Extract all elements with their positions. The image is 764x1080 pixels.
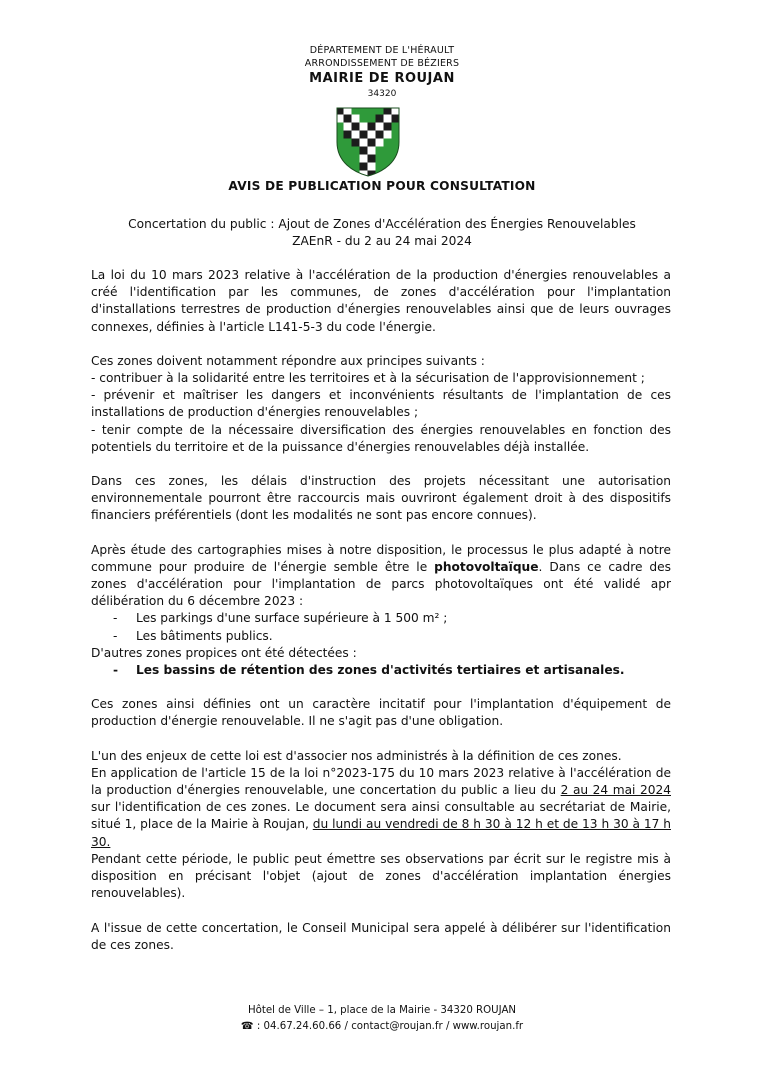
crest-checker: [352, 123, 360, 131]
crest-checker: [384, 123, 392, 131]
telephone-icon: ☎: [240, 1021, 254, 1032]
crest-checker: [360, 147, 368, 155]
crest-checker: [400, 107, 402, 115]
paragraph-consultation: En application de l'article 15 de la loi n°2023-175 du 10 mars 2023 relative à l'accélération de la production d'énergies renouvelable, une concertation du public a lieu du 2 au 24 mai 2024 sur l'identification de ces zones. Le document sera ainsi consultable au secrétariat de Mairie, situé 1, place de la Mairie à Roujan, du lundi au vendredi de 8 h 30 à 12 h et de 13 h 30 à 17 h 30.: [91, 765, 671, 849]
other-zones-intro: D'autres zones propices ont été détectées :: [91, 645, 357, 660]
principle-item: - prévenir et maîtriser les dangers et inconvénients résultants de l'implantation de ces installations de production d'énergies renouvelables ;: [91, 388, 671, 420]
photovoltaic-keyword: photovoltaïque: [434, 559, 539, 574]
crest-checker: [368, 123, 376, 131]
principle-item: - contribuer à la solidarité entre les territoires et à la sécurisation de l'approvisionnement ;: [91, 371, 645, 386]
crest-checker: [392, 115, 400, 123]
paragraph-incentive: Ces zones ainsi définies ont un caractère incitatif pour l'implantation d'équipement de production d'énergie renouvelable. Il ne s'agit pas d'une obligation.: [91, 697, 671, 729]
opening-hours: du lundi au vendredi de 8 h 30 à 12 h et de 13 h 30 à 17 h 30.: [91, 817, 671, 849]
crest-checker: [352, 115, 360, 123]
letterhead: [0, 44, 764, 100]
crest-checker: [368, 139, 376, 147]
crest-checker: [352, 131, 360, 139]
crest-checker: [376, 123, 384, 131]
crest-checker: [376, 131, 384, 139]
crest-checker: [352, 139, 360, 147]
subtitle-line-2: ZAEnR - du 2 au 24 mai 2024: [292, 234, 472, 248]
crest-checker: [344, 115, 352, 123]
page-footer: [0, 1003, 764, 1035]
notice-body: [91, 267, 671, 954]
consultation-dates: 2 au 24 mai 2024: [560, 783, 671, 798]
subtitle-line-1: Concertation du public : Ajout de Zones d'Accélération des Énergies Renouvelables: [128, 217, 636, 231]
crest-checker: [384, 131, 392, 139]
paragraph-study: Après étude des cartographies mises à notre disposition, le processus le plus adapté à notre commune pour produire de l'énergie semble être le photovoltaïque. Dans ce cadre des zones d'accélération pour l'implantation de parcs photovoltaïques ont été validé apr délibération du 6 décembre 2023 :: [91, 542, 671, 609]
list-item: - Les bâtiments publics.: [113, 628, 273, 643]
crest-checker: [368, 155, 376, 163]
postal-code: 34320: [367, 89, 397, 99]
crest-checker: [368, 147, 376, 155]
paragraph-observations: Pendant cette période, le public peut émettre ses observations par écrit sur le registre mis à disposition en précisant l'objet (ajout de zones d'accélération implantation énergies renouvelables).: [91, 851, 671, 901]
list-item: - Les parkings d'une surface supérieure à 1 500 m² ;: [113, 611, 448, 626]
principle-item: - tenir compte de la nécessaire diversification des énergies renouvelables en fonction des potentiels du territoire et de la puissance d'énergies renouvelables déjà installée.: [91, 422, 671, 454]
paragraph-law: La loi du 10 mars 2023 relative à l'accélération de la production d'énergies renouvelables a créé l'identification par les communes, de zones d'accélération pour l'implantation d'installations terrestres de production d'énergies renouvelables ainsi que de leurs ouvrages connexes, définies à l'article L141-5-3 du code l'énergie.: [91, 268, 671, 334]
crest-checker: [360, 139, 368, 147]
paragraph-delays: Dans ces zones, les délais d'instruction des projets nécessitant une autorisation environnementale pourront être raccourcis mais ouvriront également droit à des dispositifs financiers préférentiels (dont les modalités ne sont pas encore connues).: [91, 474, 671, 523]
arrondissement-line: ARRONDISSEMENT DE BÉZIERS: [304, 58, 460, 69]
crest-checker: [360, 155, 368, 163]
footer-contact: ☎ : 04.67.24.60.66 / contact@roujan.fr / www.roujan.fr: [240, 1021, 524, 1032]
notice-subtitle: [0, 216, 764, 250]
footer-address: Hôtel de Ville – 1, place de la Mairie - 34320 ROUJAN: [247, 1005, 517, 1016]
crest-checker: [376, 115, 384, 123]
coat-of-arms-icon: [335, 106, 401, 178]
principles-intro: Ces zones doivent notamment répondre aux principes suivants :: [91, 353, 485, 368]
crest-checker: [344, 131, 352, 139]
crest-checker: [344, 123, 352, 131]
notice-title: AVIS DE PUBLICATION POUR CONSULTATION: [228, 179, 536, 193]
crest-checker: [368, 131, 376, 139]
list-item: - Les bassins de rétention des zones d'activités tertiaires et artisanales.: [113, 663, 625, 678]
paragraph-stakes: L'un des enjeux de cette loi est d'associer nos administrés à la définition de ces zones.: [91, 748, 622, 763]
crest-checker: [360, 131, 368, 139]
crest-checker: [376, 139, 384, 147]
crest-checker: [368, 163, 376, 171]
crest-checker: [360, 123, 368, 131]
paragraph-council: A l'issue de cette concertation, le Conseil Municipal sera appelé à délibérer sur l'identification de ces zones.: [91, 920, 671, 952]
crest-checker: [360, 163, 368, 171]
mairie-name: MAIRIE DE ROUJAN: [309, 71, 455, 86]
crest-checker: [384, 115, 392, 123]
department-line: DÉPARTEMENT DE L'HÉRAULT: [309, 45, 455, 56]
